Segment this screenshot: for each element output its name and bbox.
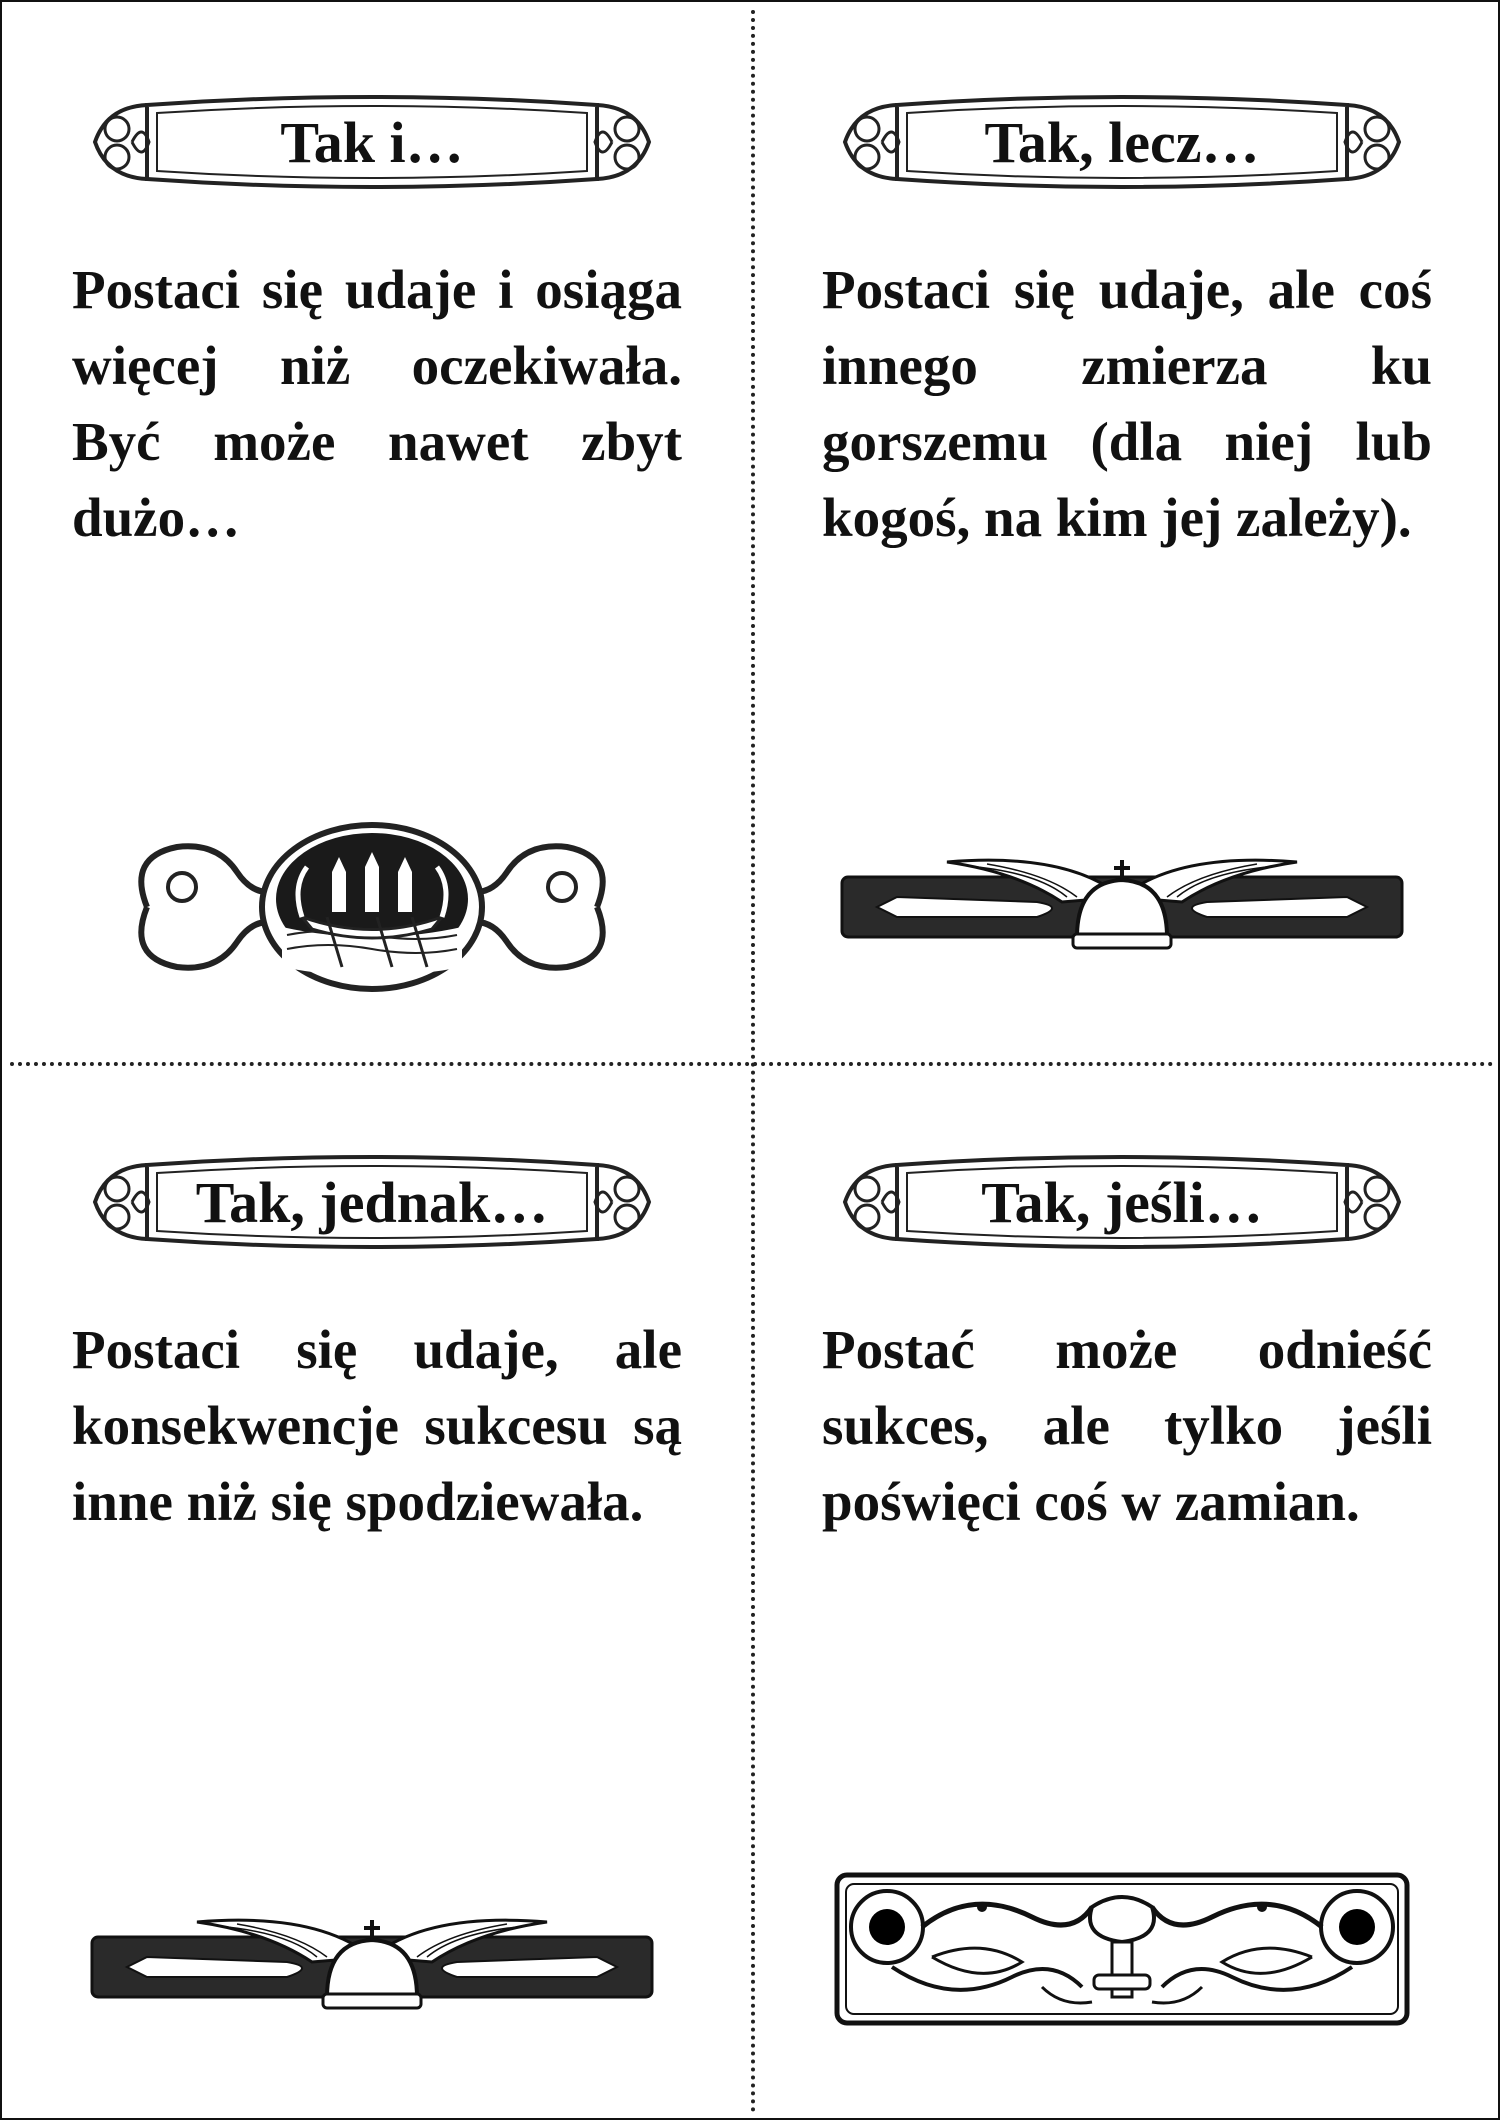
viking-ship-ornament-icon bbox=[87, 817, 657, 997]
card-tak-lecz bbox=[792, 22, 1482, 1062]
card-tak-jesli bbox=[792, 1082, 1482, 2122]
title-banner bbox=[837, 87, 1407, 197]
card-text: Postaci się udaje, ale coś innego zmierza ku gorszemu (dla niej lub kogoś, na kim jej zależy). bbox=[822, 259, 1432, 548]
card-tak-i bbox=[42, 22, 732, 1062]
card-title: Tak, lecz… bbox=[984, 109, 1260, 175]
card-title: Tak, jednak… bbox=[195, 1169, 549, 1235]
title-banner bbox=[837, 1147, 1407, 1257]
card-tak-jednak bbox=[42, 1082, 732, 2122]
winged-helmet-icon bbox=[87, 1902, 657, 2032]
card-text: Postaci się udaje, ale konsekwencje sukcesu są inne niż się spodziewała. bbox=[72, 1319, 682, 1532]
knotwork-dragon-icon bbox=[832, 1867, 1412, 2032]
card-title: Tak i… bbox=[280, 109, 464, 175]
card-text: Postaci się udaje i osiąga więcej niż oczekiwała. Być może nawet zbyt dużo… bbox=[72, 259, 682, 548]
title-banner bbox=[87, 87, 657, 197]
winged-helmet-icon bbox=[837, 842, 1407, 972]
card-title: Tak, jeśli… bbox=[981, 1169, 1263, 1235]
title-banner bbox=[87, 1147, 657, 1257]
horizontal-cut-line bbox=[10, 1062, 1494, 1066]
card-text: Postać może odnieść sukces, ale tylko jeśli poświęci coś w zamian. bbox=[822, 1319, 1432, 1532]
